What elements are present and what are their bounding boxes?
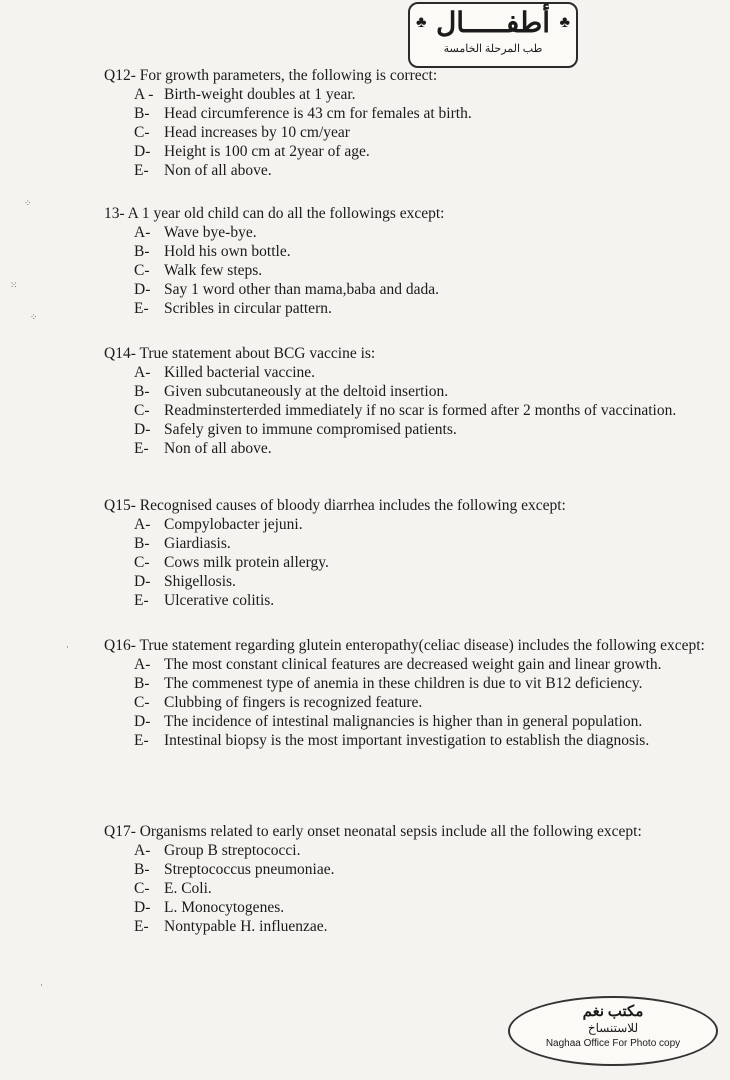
question-17 — [104, 822, 724, 936]
stamp-subtitle: طب المرحلة الخامسة — [443, 43, 543, 55]
option-d: D- The incidence of intestinal malignancies is higher than in general population. — [134, 713, 643, 730]
question-title: Q15- Recognised causes of bloody diarrhea includes the following except: — [104, 497, 566, 514]
option-a: A- The most constant clinical features are decreased weight gain and linear growth. — [134, 656, 662, 673]
option-e: E- Intestinal biopsy is the most important investigation to establish the diagnosis. — [134, 732, 650, 749]
option-d: D- Safely given to immune compromised patients. — [134, 421, 457, 438]
option-c: C- Head increases by 10 cm/year — [134, 124, 350, 141]
option-b: B- Head circumference is 43 cm for females at birth. — [134, 105, 472, 122]
stamp-english-name: Naghaa Office For Photo copy — [545, 1038, 681, 1049]
scan-speck: · — [66, 642, 69, 652]
question-title: Q16- True statement regarding glutein enteropathy(celiac disease) includes the following except: — [104, 637, 705, 654]
option-a: A - Birth-weight doubles at 1 year. — [134, 86, 356, 103]
question-15 — [104, 496, 724, 610]
question-13 — [104, 204, 724, 318]
stamp-title: أطفـــــال — [435, 8, 551, 39]
question-12 — [104, 66, 724, 180]
question-title: Q14- True statement about BCG vaccine is: — [104, 345, 376, 362]
clover-icon: ♣ — [416, 14, 427, 31]
question-title: 13- A 1 year old child can do all the followings except: — [104, 205, 445, 222]
option-b: B- The commenest type of anemia in these children is due to vit B12 deficiency. — [134, 675, 643, 692]
scan-speck: ⁙ — [10, 280, 18, 290]
photocopy-office-stamp — [508, 996, 718, 1066]
option-e: E- Ulcerative colitis. — [134, 592, 275, 609]
option-b: B- Given subcutaneously at the deltoid insertion. — [134, 383, 449, 400]
scan-speck: · — [40, 980, 43, 990]
question-14 — [104, 344, 724, 458]
option-c: C- E. Coli. — [134, 880, 212, 897]
option-c: C- Clubbing of fingers is recognized feature. — [134, 694, 423, 711]
option-e: E- Non of all above. — [134, 162, 272, 179]
option-a: A- Group B streptococci. — [134, 842, 301, 859]
clover-icon: ♣ — [559, 14, 570, 31]
option-e: E- Non of all above. — [134, 440, 272, 457]
question-title: Q17- Organisms related to early onset neonatal sepsis include all the following except: — [104, 823, 642, 840]
option-a: A- Compylobacter jejuni. — [134, 516, 303, 533]
option-b: B- Hold his own bottle. — [134, 243, 291, 260]
option-d: D- Say 1 word other than mama,baba and dada. — [134, 281, 440, 298]
option-a: A- Killed bacterial vaccine. — [134, 364, 316, 381]
scan-speck: ⁘ — [30, 312, 38, 322]
stamp-arabic-subtitle: للاستنساخ — [587, 1021, 639, 1035]
question-16 — [104, 636, 724, 750]
question-title: Q12- For growth parameters, the following is correct: — [104, 67, 438, 84]
option-a: A- Wave bye-bye. — [134, 224, 257, 241]
option-e: E- Nontypable H. influenzae. — [134, 918, 328, 935]
option-e: E- Scribles in circular pattern. — [134, 300, 332, 317]
option-d: D- Shigellosis. — [134, 573, 236, 590]
option-d: D- L. Monocytogenes. — [134, 899, 285, 916]
scan-speck: ⁘ — [24, 198, 32, 208]
option-b: B- Giardiasis. — [134, 535, 231, 552]
stamp-arabic-name: مكتب نغم — [582, 1004, 644, 1020]
option-b: B- Streptococcus pneumoniae. — [134, 861, 335, 878]
header-stamp — [408, 2, 578, 68]
option-d: D- Height is 100 cm at 2year of age. — [134, 143, 370, 160]
option-c: C- Walk few steps. — [134, 262, 263, 279]
option-c: C- Cows milk protein allergy. — [134, 554, 329, 571]
option-c: C- Readminsterterded immediately if no scar is formed after 2 months of vaccination. — [134, 402, 677, 419]
